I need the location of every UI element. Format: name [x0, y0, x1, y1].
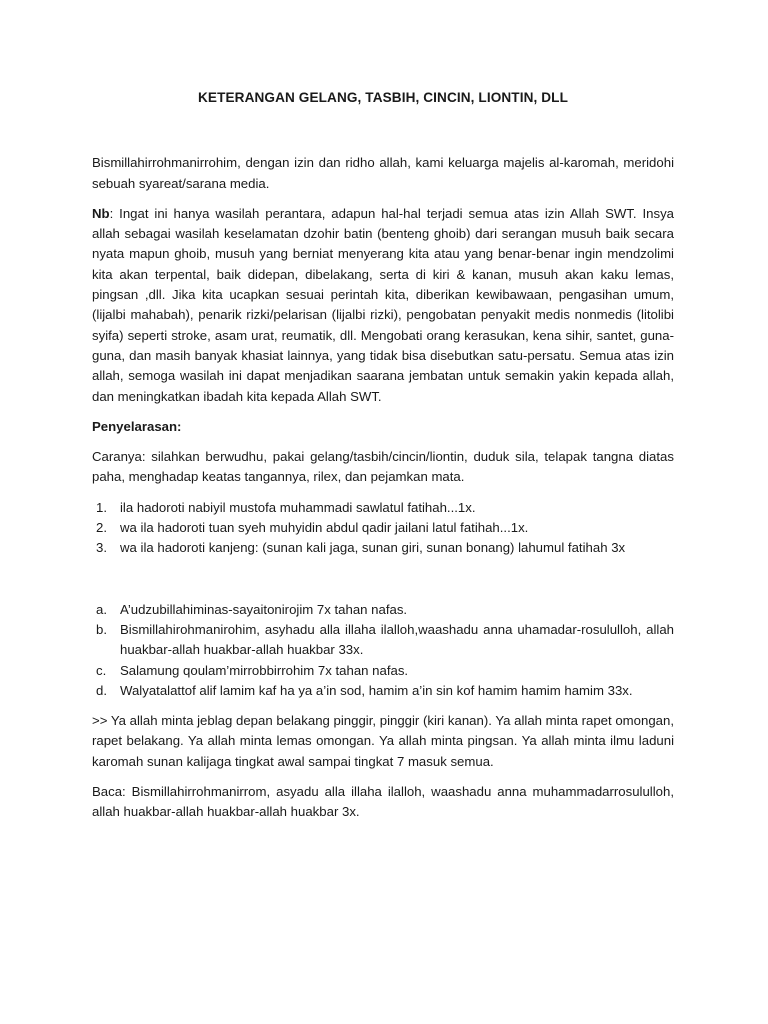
list-item [92, 538, 674, 558]
list-item-text: Walyatalattof alif lamim kaf ha ya a’in sod, hamim a’in sin kof hamim hamim hamim 33x. [120, 682, 633, 698]
document-title: KETERANGAN GELANG, TASBIH, CINCIN, LIONTIN, DLL [198, 90, 568, 105]
list-marker: 2. [96, 520, 107, 536]
list-item-text: wa ila hadoroti tuan syeh muhyidin abdul qadir jailani latul fatihah...1x. [120, 520, 529, 536]
baca-paragraph: Baca: Bismillahirrohmanirrom, asyadu alla illaha ilalloh, waashadu anna muhammadarrosululloh, allah huakbar-allah huakbar-allah huakbar 3x. [92, 784, 674, 820]
list-item-text: Bismillahirohmanirohim, asyhadu alla illaha ilalloh,waashadu anna uhamadar-rosululloh, allah huakbar-allah huakbar-allah huakbar 33x. [120, 621, 674, 658]
list-marker: 1. [96, 499, 107, 515]
list-item [92, 600, 674, 620]
nb-paragraph [92, 204, 674, 407]
alpha-list [92, 600, 674, 701]
nb-text: : Ingat ini hanya wasilah perantara, adapun hal-hal terjadi semua atas izin Allah SWT. Insya allah sebagai wasilah keselamatan dzohir batin (benteng ghoib) dari serangan musuh baik secara nyata mapun ghoib, musuh yang berniat menyerang kita atau yang benar-benar ingin mendzolimi kita akan terpental, baik didepan, dibelakang, serta di kiri & kanan, musuh akan kaku lemas, pingsan ,dll. Jika kita ucapkan sesuai perintah kita, diberikan kewibawaan, pengasihan umum, (lijalbi mahabah), penarik rizki/pelarisan (lijalbi rizki), pengobatan penyakit medis nonmedis (litolibi syifa) seperti stroke, asam urat, reumatik, dll. Mengobati orang kerasukan, kena sihir, santet, guna-guna, dan masih banyak khasiat lainnya, yang tidak bisa disebutkan satu-persatu. Semua atas izin allah, semoga wasilah ini dapat menjadikan saarana jembatan untuk semakin yakin kepada allah, dan meningkatkan ibadah kita kepada Allah SWT. [92, 205, 674, 404]
list-item-text: Salamung qoulam’mirrobbirrohim 7x tahan nafas. [120, 662, 409, 678]
list-marker: a. [96, 601, 107, 617]
list-item-text: wa ila hadoroti kanjeng: (sunan kali jaga, sunan giri, sunan bonang) lahumul fatihah 3x [120, 540, 626, 556]
document-page [92, 88, 674, 833]
list-marker: 3. [96, 540, 107, 556]
list-marker: d. [96, 682, 107, 698]
numbered-list [92, 498, 674, 559]
caranya-paragraph: Caranya: silahkan berwudhu, pakai gelang/tasbih/cincin/liontin, duduk sila, telapak tangna diatas paha, menghadap keatas tangannya, rilex, dan pejamkan mata. [92, 449, 674, 485]
list-item [92, 661, 674, 681]
list-item-text: ila hadoroti nabiyil mustofa muhammadi sawlatul fatihah...1x. [120, 499, 476, 515]
list-item [92, 518, 674, 538]
list-marker: c. [96, 662, 107, 678]
penyelarasan-heading: Penyelarasan: [92, 418, 182, 434]
list-item [92, 498, 674, 518]
list-marker: b. [96, 621, 107, 637]
list-item-text: A’udzubillahiminas-sayaitonirojim 7x tahan nafas. [120, 601, 408, 617]
intro-paragraph: Bismillahirrohmanirrohim, dengan izin dan ridho allah, kami keluarga majelis al-karomah, meridohi sebuah syareat/sarana media. [92, 155, 674, 191]
list-item [92, 681, 674, 701]
instruction-paragraph: >> Ya allah minta jeblag depan belakang pinggir, pinggir (kiri kanan). Ya allah minta rapet omongan, rapet belakang. Ya allah minta lemas omongan. Ya allah minta pingsan. Ya allah minta ilmu laduni karomah sunan kalijaga tingkat awal sampai tingkat 7 masuk semua. [92, 713, 674, 769]
list-item [92, 620, 674, 661]
nb-label: Nb [92, 205, 110, 221]
